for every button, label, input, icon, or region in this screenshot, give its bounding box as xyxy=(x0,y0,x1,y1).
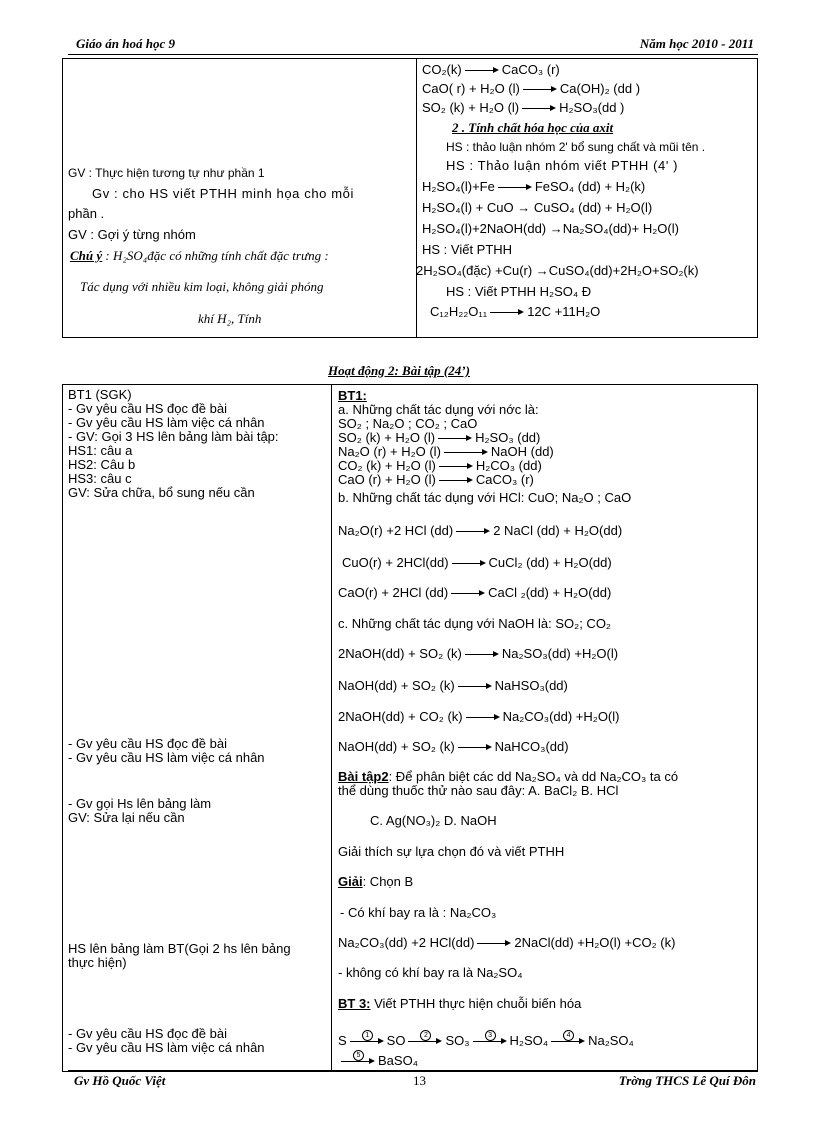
eq-right: CuCl₂ (dd) + H₂O(dd) xyxy=(488,555,612,570)
arrow-icon xyxy=(490,309,524,317)
s1-left-l2: Gv : cho HS viết PTHH minh họa cho mỗi xyxy=(92,186,354,201)
s1-hs1: HS : thảo luận nhóm 2' bổ sung chất và mũi tên . xyxy=(446,140,706,154)
eq-left: CaO( r) + H₂O (l) xyxy=(422,81,520,96)
s2-g1 xyxy=(338,936,675,950)
s2-chain xyxy=(338,1031,634,1048)
step-1: 1 xyxy=(362,1030,373,1041)
s2-giai xyxy=(338,875,413,889)
s2-a-list: SO₂ ; Na₂O ; CO₂ ; CaO xyxy=(338,416,478,431)
s2-q1 xyxy=(338,431,540,445)
arrow-icon xyxy=(458,683,492,691)
arrow-icon xyxy=(523,86,557,94)
s1-eq-cuo: H₂SO₄(l) + CuO → CuSO₄ (dd) + H₂O(l) xyxy=(422,200,653,215)
eq-left: 2NaOH(dd) + SO₂ (k) xyxy=(338,646,462,661)
footer-left: Gv Hồ Quốc Việt xyxy=(74,1073,166,1088)
s2-q3 xyxy=(338,459,542,473)
arrow-icon xyxy=(466,714,500,722)
arrow-icon xyxy=(465,67,499,75)
chu-y-label: Chú ý xyxy=(70,248,103,263)
arrow-icon xyxy=(439,477,473,485)
arrow-icon xyxy=(473,1031,507,1046)
s1-eq-cao xyxy=(422,82,640,96)
eq-left: NaOH(dd) + SO₂ (k) xyxy=(338,678,455,693)
table-1-divider xyxy=(416,58,417,338)
header-right: Năm học 2010 - 2011 xyxy=(639,36,754,51)
step-2: 2 xyxy=(420,1030,431,1041)
eq-right: 2NaCl(dd) +H₂O(l) +CO₂ (k) xyxy=(514,935,676,950)
eq-right: 2 NaCl (dd) + H₂O(dd) xyxy=(493,523,623,538)
chain-s: S xyxy=(338,1033,347,1048)
s2-q2 xyxy=(338,445,554,459)
s2-l-a4: - GV: Gọi 3 HS lên bảng làm bài tập: xyxy=(68,429,279,444)
eq-right: Ca(OH)₂ (dd ) xyxy=(559,81,641,96)
arrow-icon xyxy=(458,744,492,752)
s2-l-c1: HS lên bảng làm BT(Gọi 2 hs lên bảng xyxy=(68,941,291,956)
s2-l-d2: - Gv yêu cầu HS làm việc cá nhân xyxy=(68,1040,265,1055)
eq-left: H₂SO₄(l)+Fe xyxy=(422,179,495,194)
eq-right: NaHCO₃(dd) xyxy=(494,739,569,754)
s1-left-chu-y xyxy=(70,249,329,263)
eq-right: Na₂CO₃(dd) +H₂O(l) xyxy=(502,709,620,724)
s2-c-intro: c. Những chất tác dụng với NaOH là: SO₂; CO₂ xyxy=(338,616,611,631)
s2-l-b3: - Gv gọi Hs lên bảng làm xyxy=(68,796,212,811)
s2-bt2 xyxy=(338,770,678,784)
s2-chain-2 xyxy=(338,1051,418,1068)
arrow-icon xyxy=(465,651,499,659)
footer-right: Trờng THCS Lê Quí Đôn xyxy=(618,1073,756,1088)
s1-eq-cu: 2H₂SO₄(đặc) +Cu(r) →CuSO₄(dd)+2H₂O+SO₂(k) xyxy=(416,263,699,278)
s1-left-l7: khí H₂, Tính xyxy=(198,311,262,326)
eq-left: C₁₂H₂₂O₁₁ xyxy=(430,304,488,319)
eq-left: Na₂O(r) +2 HCl (dd) xyxy=(338,523,454,538)
page-footer xyxy=(68,1070,758,1091)
hoat-dong-title: Hoạt động 2: Bài tập (24’) xyxy=(328,363,470,378)
s2-h2 xyxy=(342,556,612,570)
s1-left-l1: GV : Thực hiện tương tự như phần 1 xyxy=(68,166,265,180)
bt3-text: Viết PTHH thực hiện chuỗi biến hóa xyxy=(370,996,582,1011)
s2-khong-khi: - không có khí bay ra là Na₂SO₄ xyxy=(338,965,523,980)
s2-l-a2: - Gv yêu cầu HS đọc đề bài xyxy=(68,401,227,416)
eq-right: NaHSO₃(dd) xyxy=(494,678,568,693)
s2-l-d1: - Gv yêu cầu HS đọc đề bài xyxy=(68,1026,227,1041)
s1-eq-sugar xyxy=(430,305,600,319)
s1-left-l3: phần . xyxy=(68,206,105,221)
s2-l-a3: - Gv yêu cầu HS làm việc cá nhân xyxy=(68,415,265,430)
bt2-label: Bài tập2 xyxy=(338,769,389,784)
s2-n3 xyxy=(338,710,619,724)
chain-h2so4: H₂SO₄ xyxy=(509,1033,549,1048)
s1-hs4: HS : Viết PTHH H₂SO₄ Đ xyxy=(446,284,592,299)
s2-bt2-text2: thể dùng thuốc thử nào sau đây: A. BaCl₂ B. HCl xyxy=(338,783,619,798)
eq-right: 12C +11H₂O xyxy=(527,304,601,319)
s2-l-b1: - Gv yêu cầu HS đọc đề bài xyxy=(68,736,227,751)
giai-label: Giải xyxy=(338,874,363,889)
eq-right: H₂SO₃ (dd) xyxy=(475,430,541,445)
chain-so3: SO₃ xyxy=(445,1033,470,1048)
header-left: Giáo án hoá học 9 xyxy=(76,36,175,51)
eq-left: NaOH(dd) + SO₂ (k) xyxy=(338,739,455,754)
step-4: 4 xyxy=(563,1030,574,1041)
s2-l-a7: HS3: câu c xyxy=(68,471,132,486)
arrow-icon xyxy=(341,1051,375,1066)
s2-n4 xyxy=(338,740,569,754)
s2-giai-thich: Giải thích sự lựa chọn đó và viết PTHH xyxy=(338,844,565,859)
bt2-text: : Để phân biệt các dd Na₂SO₄ và dd Na₂CO₃ ta có xyxy=(388,769,679,784)
arrow-icon xyxy=(438,435,472,443)
s2-bt1-label: BT1: xyxy=(338,388,367,403)
s1-left-l4: GV : Gợi ý từng nhóm xyxy=(68,227,196,242)
s2-l-b4: GV: Sửa lại nếu cần xyxy=(68,810,185,825)
giai-text: : Chọn B xyxy=(362,874,414,889)
arrow-icon xyxy=(551,1031,585,1046)
s2-bt2-opts: C. Ag(NO₃)₂ D. NaOH xyxy=(370,813,497,828)
eq-right: CaCl ₂(dd) + H₂O(dd) xyxy=(488,585,612,600)
eq-left: SO₂ (k) + H₂O (l) xyxy=(422,100,520,115)
eq-right: H₂SO₃(dd ) xyxy=(559,100,625,115)
arrow-icon xyxy=(477,940,511,948)
chu-y-rest: : H₂SO₄đặc có những tính chất đặc trưng : xyxy=(105,248,329,263)
eq-right: FeSO₄ (dd) + H₂(k) xyxy=(534,179,646,194)
eq-right: Na₂SO₃(dd) +H₂O(l) xyxy=(501,646,619,661)
eq-left: CaO(r) + 2HCl (dd) xyxy=(338,585,449,600)
s1-hs3: HS : Viết PTHH xyxy=(422,242,513,257)
eq-left: CO₂(k) xyxy=(422,62,462,77)
s2-h3 xyxy=(338,586,611,600)
s2-l-c2: thực hiện) xyxy=(68,955,127,970)
eq-left: CO₂ (k) + H₂O (l) xyxy=(338,458,436,473)
s2-bt3 xyxy=(338,997,581,1011)
arrow-icon xyxy=(451,590,485,598)
arrow-icon xyxy=(452,560,486,568)
eq-left: 2NaOH(dd) + CO₂ (k) xyxy=(338,709,463,724)
eq-right: NaOH (dd) xyxy=(490,444,554,459)
eq-left: Na₂CO₃(dd) +2 HCl(dd) xyxy=(338,935,475,950)
s1-eq-naoh: H₂SO₄(l)+2NaOH(dd) →Na₂SO₄(dd)+ H₂O(l) xyxy=(422,221,679,236)
arrow-icon xyxy=(498,184,532,192)
step-3: 3 xyxy=(485,1030,496,1041)
s2-l-a8: GV: Sửa chữa, bổ sung nếu cần xyxy=(68,485,255,500)
eq-right: CaCO₃ (r) xyxy=(475,472,534,487)
chain-na2so4: Na₂SO₄ xyxy=(588,1033,634,1048)
eq-right: H₂CO₃ (dd) xyxy=(475,458,542,473)
page-number: 13 xyxy=(413,1073,426,1088)
s2-khi-bay: - Có khí bay ra là : Na₂CO₃ xyxy=(340,905,497,920)
s2-q4 xyxy=(338,473,534,487)
arrow-icon xyxy=(439,463,473,471)
eq-left: SO₂ (k) + H₂O (l) xyxy=(338,430,436,445)
s2-h1 xyxy=(338,524,622,538)
s1-hs2: HS : Thảo luận nhóm viết PTHH (4' ) xyxy=(446,158,679,173)
s2-l-b2: - Gv yêu cầu HS làm việc cá nhân xyxy=(68,750,265,765)
s2-n1 xyxy=(338,647,618,661)
table-2-divider xyxy=(331,384,332,1070)
bt3-label: BT 3: xyxy=(338,996,371,1011)
eq-left: CaO (r) + H₂O (l) xyxy=(338,472,436,487)
arrow-icon xyxy=(408,1031,442,1046)
s1-left-l6: Tác dụng với nhiều kim loại, không giải phóng xyxy=(80,279,324,294)
arrow-icon xyxy=(522,105,556,113)
chain-so: SO xyxy=(386,1033,406,1048)
s1-eq-so2 xyxy=(422,101,624,115)
s2-b-intro: b. Những chất tác dụng với HCl: CuO; Na₂O ; CaO xyxy=(338,490,632,505)
s1-eq-fe xyxy=(422,180,645,194)
arrow-icon xyxy=(444,449,488,457)
s1-section-title: 2 . Tính chất hóa học của axit xyxy=(452,120,614,135)
s2-l-a6: HS2: Câu b xyxy=(68,457,136,472)
page-header xyxy=(68,36,758,55)
s2-a-intro: a. Những chất tác dụng với nớc là: xyxy=(338,402,539,417)
s2-n2 xyxy=(338,679,568,693)
arrow-icon xyxy=(350,1031,384,1046)
eq-left: CuO(r) + 2HCl(dd) xyxy=(342,555,449,570)
eq-right: CaCO₃ (r) xyxy=(501,62,560,77)
s2-l-a5: HS1: câu a xyxy=(68,443,133,458)
chain-baso4: BaSO₄ xyxy=(378,1053,418,1068)
s1-eq-co2 xyxy=(422,63,560,77)
arrow-icon xyxy=(456,528,490,536)
step-5: 5 xyxy=(353,1050,364,1061)
eq-left: Na₂O (r) + H₂O (l) xyxy=(338,444,441,459)
s2-l-a1: BT1 (SGK) xyxy=(68,387,132,402)
